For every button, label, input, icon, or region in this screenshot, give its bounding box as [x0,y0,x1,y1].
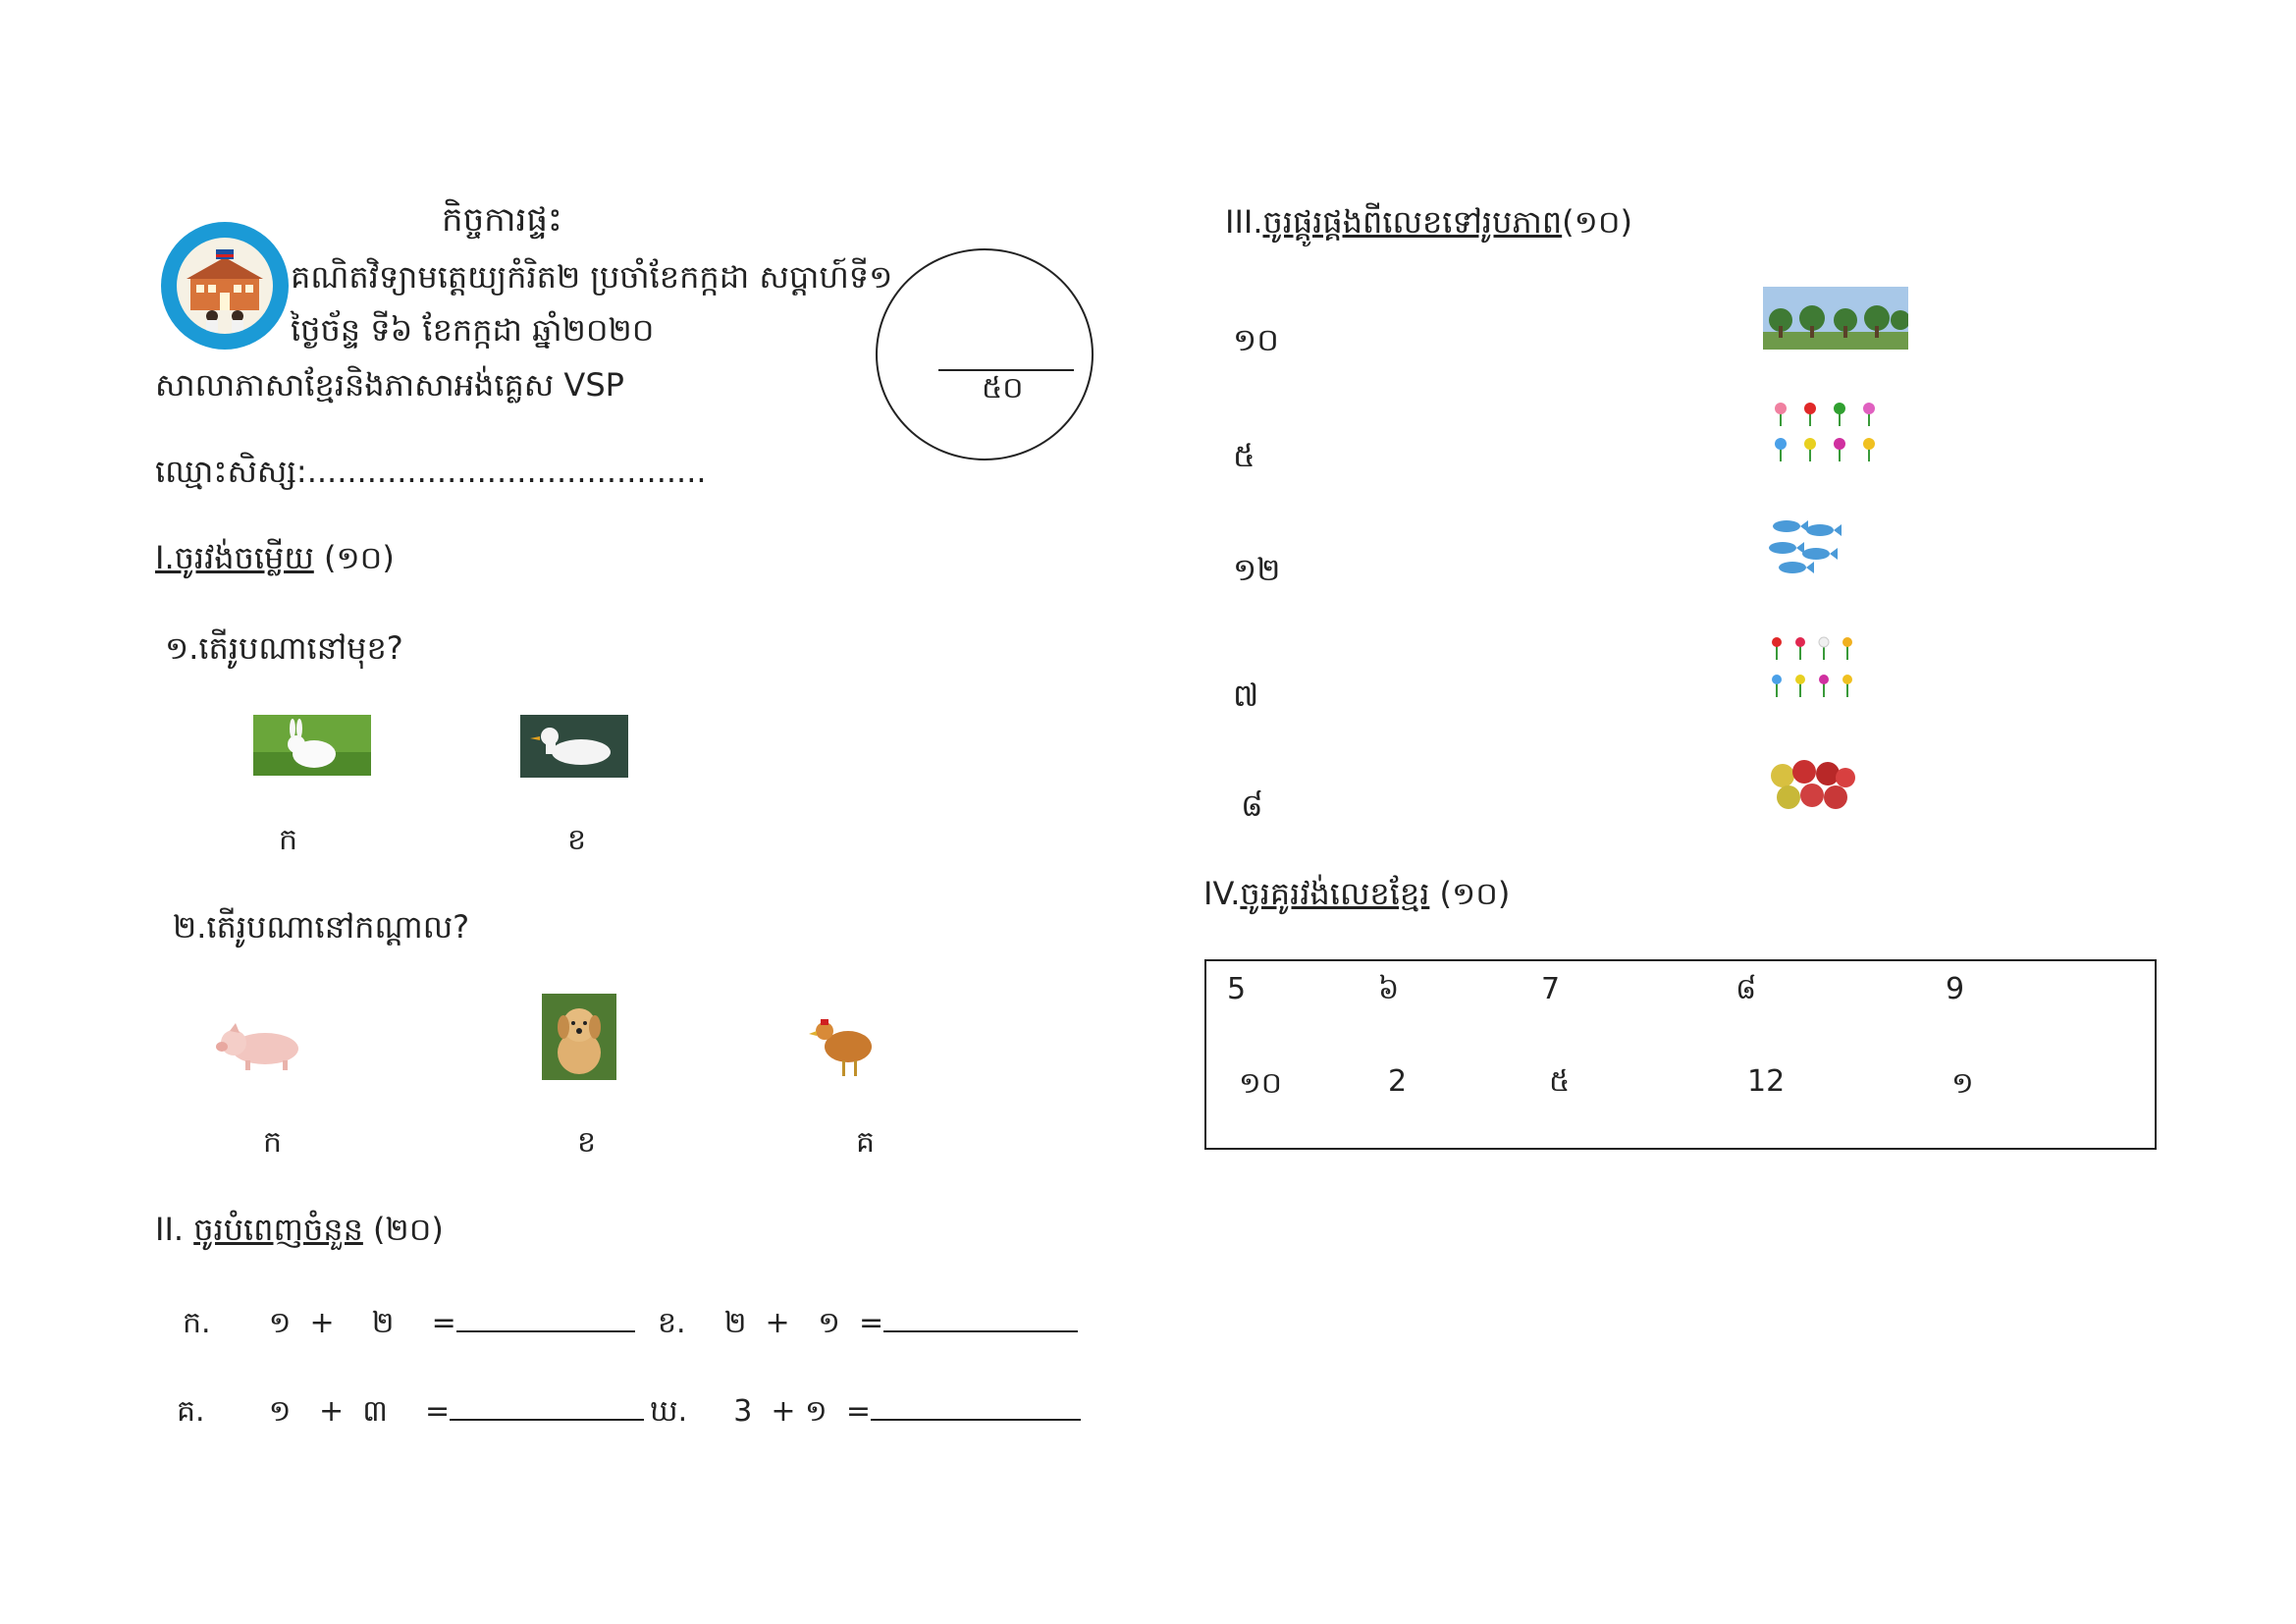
equation-c-expr: ១ + ៣ = [268,1394,451,1429]
section3-points: (១០) [1562,203,1633,241]
flowers-image-1[interactable] [1767,397,1881,467]
equation-c-answer[interactable] [450,1393,644,1421]
trees-icon [1763,287,1908,350]
duck-icon [520,715,628,778]
rabbit-image[interactable] [253,715,371,776]
rabbit-icon [253,715,371,776]
section1-heading [155,538,395,584]
section4-points: (១០) [1429,875,1511,912]
section3-heading [1225,202,1632,248]
q1-option-label-a: ក [279,823,298,857]
section1-title: I.ចូរវង់ចម្លើយ [155,539,314,576]
worksheet-date: ថ្ងៃច័ន្ទ ទី៦ ខែកក្កដា ឆ្នាំ២០២០ [291,311,655,349]
pig-image[interactable] [206,1011,308,1076]
section2-points: (២០) [362,1211,444,1248]
equation-a-answer[interactable] [456,1305,635,1332]
number-r1-5[interactable]: 9 [1946,972,1965,1006]
number-r1-2[interactable]: ៦ [1378,972,1400,1006]
match-number-3: ១២ [1233,551,1281,588]
worksheet-subtitle: គណិតវិទ្យាមត្តេយ្យកំរិត២ ប្រចាំខែកក្កដា សប្តាហ៍ទី១ [291,258,893,296]
equation-d-answer[interactable] [871,1393,1081,1421]
q2-option-label-c: គ [856,1125,876,1160]
equation-b [658,1304,1078,1347]
flowers-icon [1767,397,1881,467]
section1-points: (១០) [313,539,395,576]
number-r2-1[interactable]: ១០ [1239,1066,1282,1101]
number-circle-box [1204,959,2157,1150]
section2-title: ចូរបំពេញចំនួន [193,1211,363,1248]
school-name: សាលាភាសាខ្មែរនិងភាសាអង់គ្លេស VSP [155,366,624,404]
number-r2-3[interactable]: ៥ [1549,1064,1571,1099]
puppy-image[interactable] [542,994,616,1080]
match-number-2: ៥ [1233,437,1255,474]
hen-icon [807,1009,883,1080]
equation-d [650,1392,1081,1435]
equation-a [183,1304,635,1347]
equation-b-expr: ២ + ១ = [723,1306,884,1340]
equation-d-expr: 3 + ១ = [733,1394,871,1429]
fish-image[interactable] [1765,514,1845,579]
equation-b-label: ខ. [658,1306,686,1340]
section3-prefix: III. [1225,203,1263,241]
fish-icon [1765,514,1845,579]
apples-image[interactable] [1767,756,1855,815]
hen-image[interactable] [807,1009,883,1080]
duck-image[interactable] [520,715,628,778]
score-total: ៥០ [982,371,1024,406]
number-r1-3[interactable]: 7 [1541,972,1561,1006]
section4-title: ចូរគូរវង់លេខខ្មែរ [1240,875,1430,912]
match-number-4: ៧ [1233,677,1259,714]
section4-prefix: IV. [1203,875,1241,912]
score-circle [876,248,1094,460]
q2-option-label-a: ក [263,1125,283,1160]
section3-title: ចូរផ្គូរផ្គងពីលេខទៅរូបភាព [1262,203,1563,241]
flowers-image-2[interactable] [1765,632,1859,707]
question-1: ១.តើរូបណានៅមុខ? [165,629,403,667]
school-logo [161,222,289,350]
section2-heading [155,1210,444,1256]
number-r2-4[interactable]: 12 [1747,1064,1786,1099]
match-number-5: ៨ [1241,786,1263,824]
apples-icon [1767,756,1855,815]
equation-a-label: ក. [183,1306,211,1340]
number-r2-5[interactable]: ១ [1951,1066,1974,1101]
school-building-icon [177,238,273,334]
equation-b-answer[interactable] [883,1305,1078,1332]
number-r1-1[interactable]: 5 [1227,972,1247,1006]
flowers-icon [1765,632,1859,707]
trees-image[interactable] [1763,287,1908,350]
question-2: ២.តើរូបណានៅកណ្តាល? [173,908,470,946]
number-r2-2[interactable]: 2 [1388,1064,1408,1099]
q2-option-label-b: ខ [577,1125,597,1160]
page-title: កិច្ចការផ្ទះ [442,200,562,240]
match-number-1: ១០ [1233,321,1279,358]
equation-a-expr: ១ + ២ = [268,1306,456,1340]
q1-option-label-b: ខ [567,823,587,857]
section2-prefix: II. [155,1211,194,1248]
section4-heading [1203,874,1510,920]
student-name-field[interactable]: ឈ្មោះសិស្ស:........................................ [155,453,707,490]
equation-c [177,1392,644,1435]
puppy-icon [542,994,616,1080]
pig-icon [206,1011,308,1076]
equation-c-label: គ. [177,1394,205,1429]
number-r1-4[interactable]: ៨ [1735,972,1757,1006]
equation-d-label: ឃ. [650,1394,688,1429]
